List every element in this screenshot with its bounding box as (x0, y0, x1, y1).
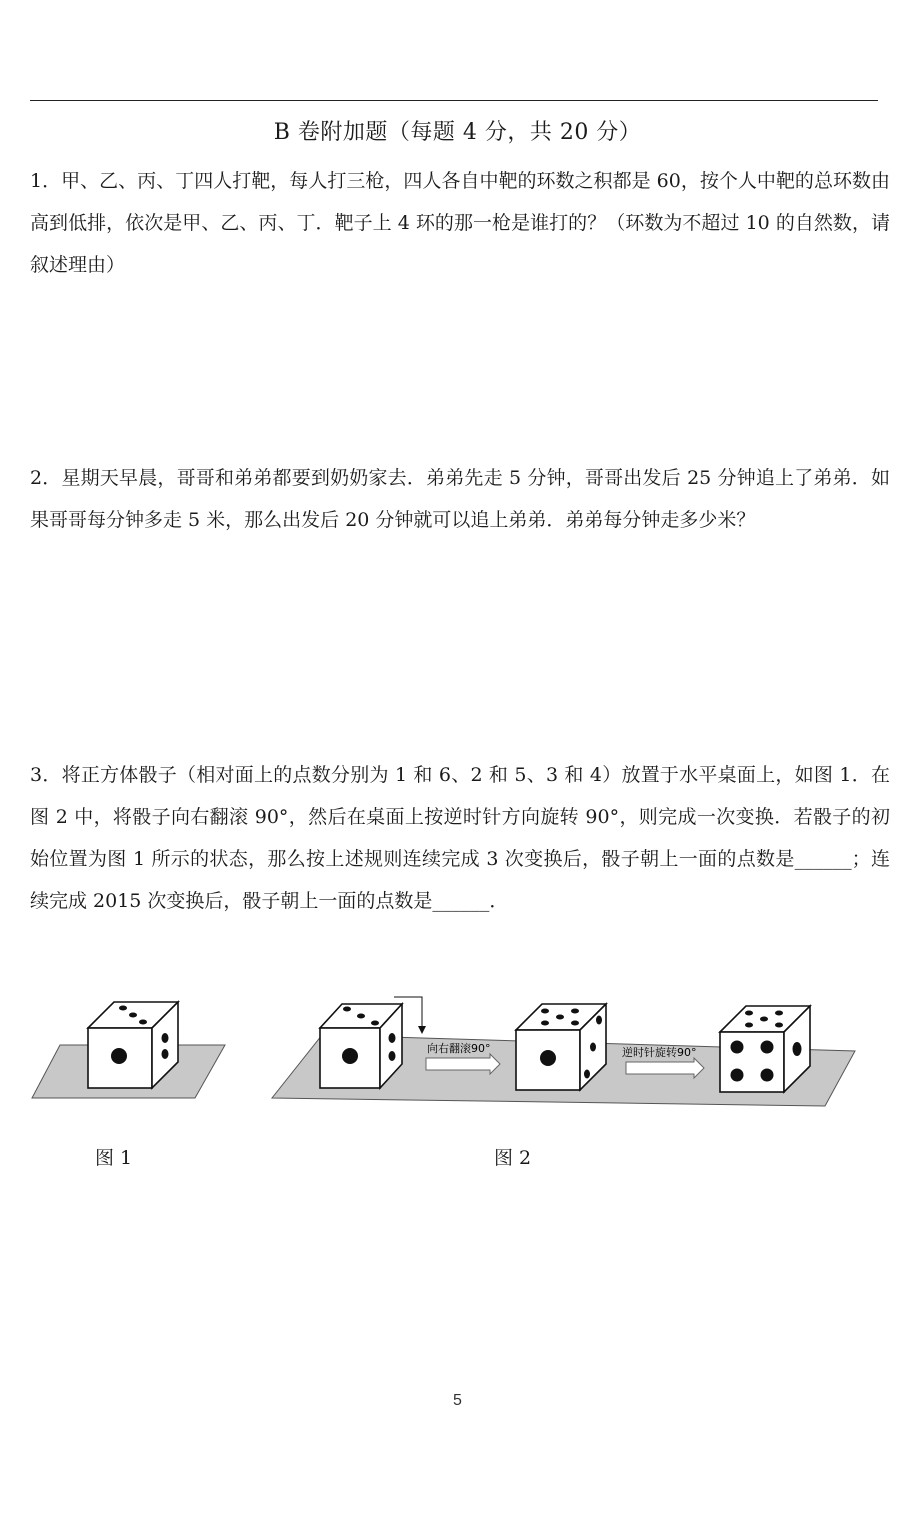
question-1: 1．甲、乙、丙、丁四人打靶，每人打三枪，四人各自中靶的环数之积都是 60，按个人中靶的总环数由高到低排，依次是甲、乙、丙、丁．靶子上 4 环的那一枪是谁打的？（环数为不超过 10 的自然数，请叙述理由） (30, 170, 890, 276)
arrow-roll-label: 向右翻滚90° (427, 1042, 491, 1055)
question-3: 3．将正方体骰子（相对面上的点数分别为 1 和 6、2 和 5、3 和 4）放置于水平桌面上，如图 1．在图 2 中，将骰子向右翻滚 90°，然后在桌面上按逆时针方向旋转 90°，则完成一次变换．若骰子的初始位置为图 1 所示的状态，那么按上述规则连续完成 3 次变换后，骰子朝上一面的点数是______；连续完成 2015 次变换后，骰子朝上一面的点数是______． (30, 764, 890, 912)
section-title: B 卷附加题（每题 4 分，共 20 分） (273, 120, 642, 145)
arrow-rotate-label: 逆时针旋转90° (622, 1046, 697, 1059)
header-rule (30, 100, 878, 101)
dice-figure (30, 990, 870, 1110)
figure-1-caption: 图 1 (95, 1147, 133, 1169)
figure-1-dice (32, 1002, 225, 1098)
figure-2-dice (272, 997, 855, 1106)
figure-2-caption: 图 2 (494, 1147, 532, 1169)
question-2: 2．星期天早晨，哥哥和弟弟都要到奶奶家去．弟弟先走 5 分钟，哥哥出发后 25 分钟追上了弟弟．如果哥哥每分钟多走 5 米，那么出发后 20 分钟就可以追上弟弟．弟弟每分钟走多少米？ (30, 467, 890, 531)
page-number: 5 (453, 1392, 462, 1409)
